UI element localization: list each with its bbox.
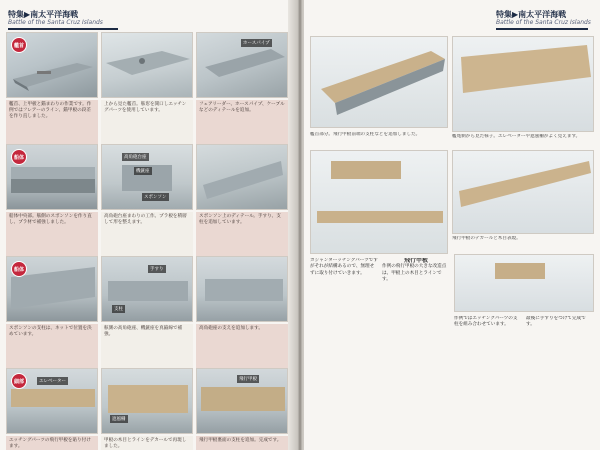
article-column	[382, 258, 450, 444]
step-caption: 甲板の木目とラインをデカールで再現しました。	[101, 436, 193, 450]
right-page	[304, 0, 600, 450]
article-column: カジャンターッチングパーツですがそれが結構あるので、無理せずに取り付けていきます。	[310, 258, 378, 276]
photo-caption: 艦尾側から見た様子。エレベーターや遮風柵がよく見えます。	[452, 134, 581, 139]
carrier-photo	[452, 36, 594, 132]
header-rule	[8, 28, 118, 30]
step-caption: 上から見た艦首。舷窓を開口しエッチングパーツを使用しています。	[101, 100, 193, 146]
step-caption: スポンソン上のディテール。手すり、支柱を追加しています。	[196, 212, 288, 258]
step-photo	[196, 144, 288, 210]
left-page	[0, 0, 296, 450]
step-photo	[196, 368, 288, 434]
step-photo	[6, 144, 98, 210]
right-header-subtitle: Battle of the Santa Cruz Islands	[496, 19, 591, 26]
step-caption: エッチングパーツの飛行甲板を貼り付けます。	[6, 436, 98, 450]
article-column: 最後に手すりをつけて完成です。	[526, 316, 586, 328]
carrier-photo	[310, 150, 448, 254]
bridge-detail-graphic	[455, 255, 594, 312]
step-caption: 艦首、上甲板と錨まわりの作業です。作例ではフレアーのライン、錨甲板の段差を作り直しました。	[6, 100, 98, 146]
carrier-photo	[454, 254, 594, 312]
article-column: 作例ではエッチングパーツの支柱を組み合わせています。	[454, 316, 518, 328]
step-photo	[196, 32, 288, 98]
carrier-top-graphic	[453, 37, 594, 132]
deck-top-graphic	[102, 33, 193, 98]
step-photo	[6, 368, 98, 434]
step-photo	[101, 256, 193, 322]
deck-decal-graphic	[102, 369, 193, 434]
section-badge: 艦首	[11, 37, 27, 53]
photo-caption: 艦首部分。飛行甲板前端の支柱などを追加しました。	[310, 132, 421, 137]
photo-label: スポンソン	[144, 195, 167, 200]
step-caption: 飛行甲板裏面の支柱を追加。完成です。	[196, 436, 288, 450]
right-header-title: 特集▶南太平洋海戦	[496, 10, 567, 19]
step-caption: 高角砲台座まわりの工作。プラ板を積層して形を整えます。	[101, 212, 193, 258]
carrier-photo	[310, 36, 448, 128]
gun-platform-graphic	[197, 145, 288, 210]
step-caption: 船体中央部。舷側のスポンソンを作り直し、プラ材で補強しました。	[6, 212, 98, 258]
photo-label: 手すり	[150, 267, 164, 272]
photo-label: ホースパイプ	[243, 41, 270, 46]
section-badge: 細部	[11, 373, 27, 389]
step-caption: フェアリーダー、ホースパイプ、ケーブルなどのディテールを追加。	[196, 100, 288, 146]
step-photo	[6, 32, 98, 98]
step-caption: スポンソンの支柱は、ネットで位置を決めています。	[6, 324, 98, 370]
step-photo	[196, 256, 288, 322]
photo-label: エレベーター	[39, 379, 66, 384]
step-caption: 高角砲座の支えを追加します。	[196, 324, 288, 370]
photo-caption: 飛行甲板のデカールと木目表現。	[452, 236, 521, 241]
left-page-header	[8, 10, 128, 28]
carrier-angle-graphic	[311, 37, 448, 128]
section-badge: 船体	[11, 261, 27, 277]
article-paragraph: 作例の飛行甲板の大きな改造点は、甲板上の木目とラインです。	[382, 264, 447, 283]
step-photo	[101, 368, 193, 434]
photo-label: 飛行甲板	[239, 377, 257, 382]
step-photo	[101, 32, 193, 98]
deck-markings-graphic	[453, 151, 594, 234]
section-badge: 船体	[11, 149, 27, 165]
left-header-title: 特集▶南太平洋海戦	[8, 10, 79, 19]
support-graphic	[197, 257, 288, 322]
photo-label: 高角砲台座	[124, 155, 147, 160]
section-heading: 飛行甲板	[403, 258, 428, 264]
bridge-graphic	[311, 151, 448, 254]
left-header-subtitle: Battle of the Santa Cruz Islands	[8, 19, 103, 26]
photo-label: 支柱	[114, 307, 123, 312]
step-photo	[6, 256, 98, 322]
right-page-header	[496, 10, 594, 28]
carrier-photo	[452, 150, 594, 234]
step-caption: 舷側の高角砲座、機銃座を真鍮線で補強。	[101, 324, 193, 370]
photo-label: 遮風柵	[112, 417, 126, 422]
step-photo	[101, 144, 193, 210]
header-rule	[496, 28, 588, 30]
photo-label: 機銃座	[136, 169, 150, 174]
